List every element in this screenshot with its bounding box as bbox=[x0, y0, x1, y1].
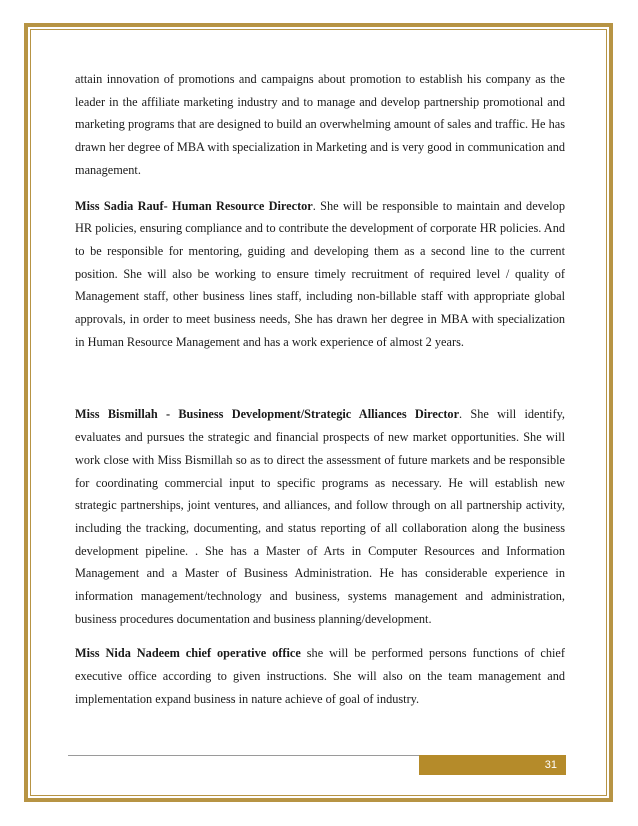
page-number: 31 bbox=[419, 755, 566, 775]
paragraph-chief-operative-office bbox=[75, 642, 565, 710]
paragraph-text: she will be performed persons functions of chief executive office according to given instructions. She will also on the team management and implementation expand business in nature achieve of goal of industry. bbox=[75, 646, 565, 706]
person-title-nida-nadeem: Miss Nida Nadeem chief operative office bbox=[75, 646, 301, 661]
paragraph-text: . She will identify, evaluates and pursues the strategic and financial prospects of new market opportunities. She will work close with Miss Bismillah so as to direct the assessment of future markets and be responsible for coordinating commercial input to specific programs as necessary. He will establish new strategic partnerships, joint ventures, and alliances, and follow through on all partnership activity, including the tracking, documenting, and status reporting of all collaboration along the business development pipeline. . She has a Master of Arts in Computer Resources and Information Management and a Master of Business Administration. He has considerable experience in information management/technology and business, systems management and administration, business procedures documentation and business planning/development. bbox=[75, 407, 565, 626]
paragraph-text: . She will be responsible to maintain and develop HR policies, ensuring compliance and to contribute the development of corporate HR policies. And to be responsible for mentoring, guiding and developing them as a second line to the current position. She will also be working to ensure timely recruitment of required level / quality of Management staff, other business lines staff, including non-billable staff with appropriate global approvals, in order to meet business needs, She has drawn her degree in MBA with specialization in Human Resource Management and has a work experience of almost 2 years. bbox=[75, 198, 565, 349]
person-title-sadia-rauf: Miss Sadia Rauf- Human Resource Director bbox=[75, 198, 313, 213]
footer-divider bbox=[68, 755, 419, 756]
paragraph-hr-director bbox=[75, 195, 565, 354]
paragraph-business-development-director bbox=[75, 403, 565, 630]
paragraph-text: attain innovation of promotions and campaigns about promotion to establish his company as the leader in the affiliate marketing industry and to manage and develop partnership promotional and marketing programs that are designed to build an overwhelming amount of sales and traffic. He has drawn her degree of MBA with specialization in Marketing and is very good in communication and management. bbox=[75, 72, 565, 177]
person-title-bismillah: Miss Bismillah - Business Development/Strategic Alliances Director bbox=[75, 407, 460, 422]
document-body bbox=[75, 68, 565, 711]
paragraph-marketing-director-continued bbox=[75, 68, 565, 182]
